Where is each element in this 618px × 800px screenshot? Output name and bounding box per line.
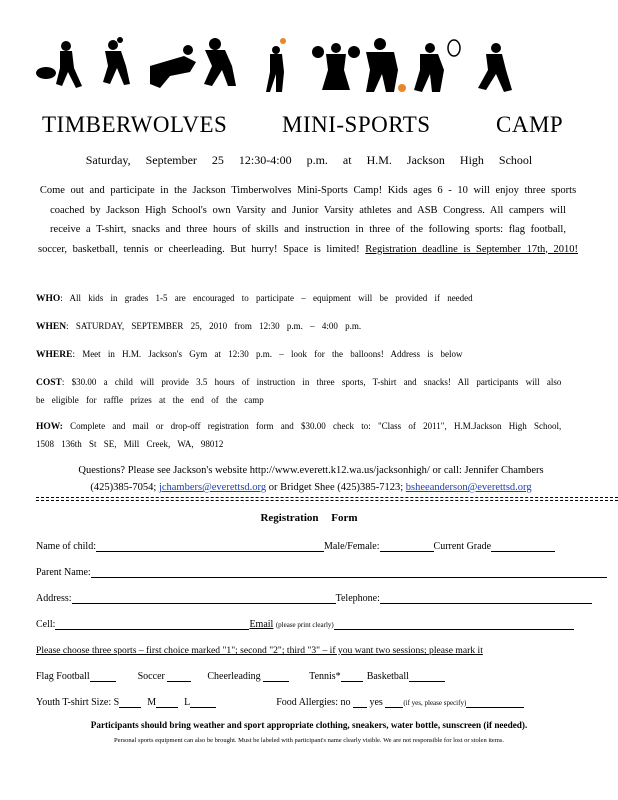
grade-label: Current Grade	[433, 541, 492, 552]
cell-email-row	[36, 619, 616, 630]
phone-1: (425)385-7054;	[90, 482, 157, 493]
contact-info	[36, 462, 586, 496]
intro-text: Come out and participate in the Jackson Timberwolves Mini-Sports Camp! Kids ages 6 - 10 will enjoy three sports coached by Jackson High School's own Varsity and Junior Varsity athletes and ASB Congress. All campers will receive a T-shirt, snacks and three hours of skills and instruction in three of the following sports: flag football, soccer, basketball, tennis or cheerleading. But hurry! Space is limited!	[38, 185, 577, 255]
when-text: : SATURDAY, SEPTEMBER 25, 2010 from 12:30 p.m. – 4:00 p.m.	[66, 321, 362, 331]
sport-cheerleading-field[interactable]	[263, 671, 289, 682]
basketball-player-silhouette	[266, 38, 286, 92]
telephone-label: Telephone:	[335, 593, 380, 604]
title-mini-sports: MINI-SPORTS	[282, 112, 431, 137]
runner-silhouette	[204, 38, 236, 86]
sports-silhouettes-banner	[0, 36, 618, 96]
diving-player-silhouette	[150, 45, 196, 88]
contact-line-1: Questions? Please see Jackson's website http://www.everett.k12.wa.us/jacksonhigh/ or call: Jennifer Chambers	[78, 465, 544, 476]
who-section	[36, 290, 576, 308]
cost-text: : $30.00 a child will provide 3.5 hours of instruction in three sports, T-shirt and snacks! All participants will also be eligible for raffle prizes at the end of the camp	[36, 377, 562, 405]
sport-flag-football-field[interactable]	[90, 671, 116, 682]
email-field[interactable]	[334, 619, 574, 630]
allergies-yes-field[interactable]	[385, 697, 403, 708]
address-label: Address:	[36, 593, 72, 604]
address-field[interactable]	[72, 593, 336, 604]
sport-tennis-field[interactable]	[341, 671, 363, 682]
email-label: Email	[249, 619, 274, 630]
shirt-m-field[interactable]	[156, 697, 178, 708]
parent-field[interactable]	[91, 567, 607, 578]
title-camp: CAMP	[496, 112, 564, 137]
intro-paragraph	[38, 181, 578, 259]
child-name-field[interactable]	[96, 541, 324, 552]
contact-mid: or Bridget Shee (425)385-7123;	[268, 482, 404, 493]
bring-items-note: Participants should bring weather and sport appropriate clothing, sneakers, water bottle, sunscreen (if needed).	[90, 720, 528, 730]
tennis-player-silhouette	[414, 40, 460, 92]
sport-soccer-label: Soccer	[137, 671, 165, 682]
parent-row	[36, 567, 616, 578]
child-name-row	[36, 541, 616, 552]
event-date-location: Saturday, September 25 12:30-4:00 p.m. at H.M. Jackson High School	[85, 153, 533, 167]
shirt-l-field[interactable]	[190, 697, 216, 708]
telephone-field[interactable]	[380, 593, 592, 604]
soccer-player-silhouette	[103, 37, 130, 85]
shirt-allergy-row	[36, 697, 616, 708]
child-name-label: Name of child:	[36, 541, 96, 552]
cost-label: COST	[36, 378, 62, 388]
registration-deadline: Registration deadline is September 17th, 2010!	[365, 243, 578, 255]
sport-basketball-label: Basketball	[366, 671, 409, 682]
parent-label: Parent Name:	[36, 567, 91, 578]
allergies-note: (if yes, please specify)	[403, 699, 467, 707]
shirt-m-label: M	[147, 697, 157, 708]
email-note: (please print clearly)	[275, 621, 334, 629]
shirt-l-label: L	[184, 697, 191, 708]
allergies-label: Food Allergies: no	[276, 697, 351, 708]
when-label: WHEN	[36, 322, 67, 332]
disclaimer-note: Personal sports equipment can also be brought. Must be labeled with participant's name clearly visible. We are not responsible for lost or stolen items.	[113, 737, 505, 744]
email-link-bsheeanderson[interactable]: bsheeanderson@everettsd.org	[405, 482, 532, 493]
batter-silhouette	[478, 43, 512, 92]
who-text: : All kids in grades 1-5 are encouraged to participate – equipment will be provided if needed	[60, 293, 473, 303]
how-label: HOW:	[36, 422, 63, 432]
football-player-silhouette	[36, 41, 82, 88]
shirt-size-label: Youth T-shirt Size: S	[36, 697, 120, 708]
sport-basketball-field[interactable]	[409, 671, 445, 682]
cheerleader-silhouette	[312, 43, 360, 90]
basketball-dribbler-silhouette	[366, 38, 406, 92]
where-section	[36, 346, 576, 364]
where-label: WHERE	[36, 350, 73, 360]
title-timberwolves: TIMBERWOLVES	[42, 112, 228, 137]
address-row	[36, 593, 616, 604]
sport-soccer-field[interactable]	[167, 671, 191, 682]
how-section	[36, 418, 576, 453]
cost-section	[36, 374, 576, 409]
email-link-jchambers[interactable]: jchambers@everettsd.org	[158, 482, 267, 493]
sports-instructions: Please choose three sports – first choice marked "1"; second "2"; third "3" – if you want two sessions; please mark it	[36, 645, 483, 656]
cut-line	[36, 497, 618, 498]
allergies-no-field[interactable]	[353, 697, 367, 708]
registration-form-heading: Registration Form	[260, 512, 358, 524]
where-text: : Meet in H.M. Jackson's Gym at 12:30 p.m. – look for the balloons! Address is below	[72, 349, 463, 359]
grade-field[interactable]	[491, 541, 555, 552]
cell-label: Cell:	[36, 619, 56, 630]
contact-line-2	[36, 479, 586, 496]
sports-choice-row	[36, 671, 616, 682]
how-text: Complete and mail or drop-off registration form and $30.00 check to: "Class of 2011", H.M.Jackson High School, 1508 136th St SE, Mill Creek, WA, 98012	[36, 421, 562, 449]
when-section	[36, 318, 576, 336]
cut-line-2	[36, 500, 618, 501]
cell-field[interactable]	[55, 619, 249, 630]
sport-tennis-label: Tennis*	[309, 671, 341, 682]
who-label: WHO	[36, 294, 61, 304]
gender-field[interactable]	[380, 541, 434, 552]
allergies-specify-field[interactable]	[466, 697, 524, 708]
sport-cheerleading-label: Cheerleading	[207, 671, 261, 682]
shirt-s-field[interactable]	[119, 697, 141, 708]
sport-flag-football-label: Flag Football	[36, 671, 90, 682]
gender-label: Male/Female:	[323, 541, 380, 552]
allergies-yes-label: yes	[369, 697, 383, 708]
